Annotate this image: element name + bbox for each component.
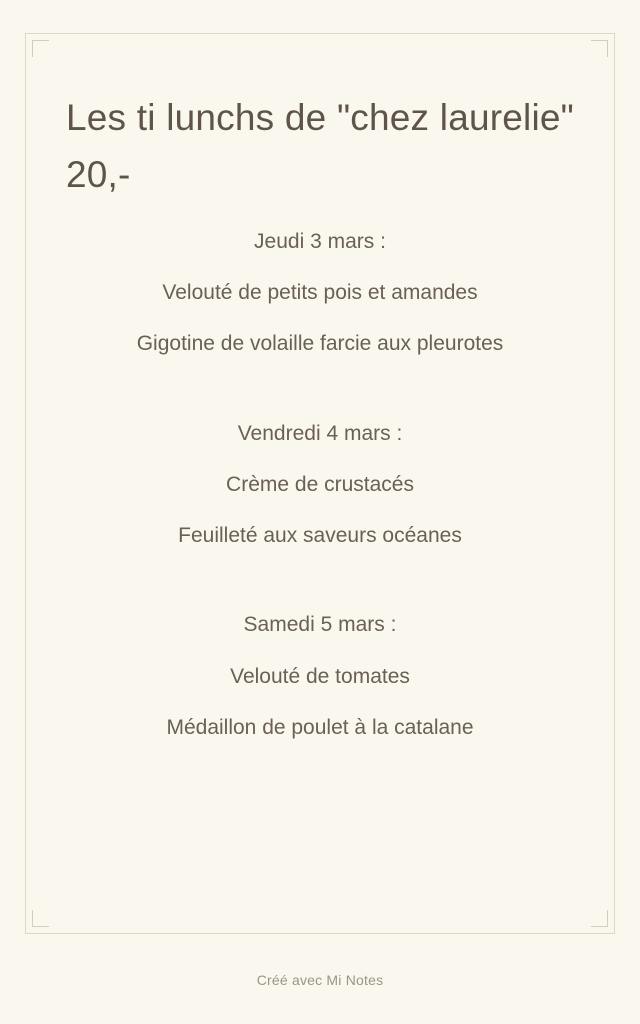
- frame-corner-bottom-left-icon: [32, 910, 49, 927]
- menu-section-friday: [66, 420, 574, 550]
- menu-section-thursday: [66, 228, 574, 358]
- frame-corner-top-right-icon: [591, 40, 608, 57]
- menu-dish: Velouté de tomates: [230, 664, 410, 688]
- menu-dish: Crème de crustacés: [226, 472, 414, 496]
- frame-corner-top-left-icon: [32, 40, 49, 57]
- menu-day-label: Vendredi 4 mars :: [237, 421, 403, 445]
- frame-corner-bottom-right-icon: [591, 910, 608, 927]
- menu-dish: Médaillon de poulet à la catalane: [166, 716, 474, 740]
- decorative-frame: [25, 33, 615, 934]
- note-content: [66, 89, 574, 741]
- menu-section-saturday: [66, 611, 574, 741]
- menu-dish: Gigotine de volaille farcie aux pleurotes: [136, 332, 504, 356]
- app-attribution: Créé avec Mi Notes: [256, 972, 384, 988]
- menu-day-label: Samedi 5 mars :: [243, 613, 397, 637]
- page-title: Les ti lunchs de "chez laurelie" 20,-: [66, 97, 574, 196]
- menu-day-label: Jeudi 3 mars :: [254, 229, 386, 253]
- menu-dish: Velouté de petits pois et amandes: [162, 280, 478, 304]
- menu-dish: Feuilleté aux saveurs océanes: [178, 524, 462, 548]
